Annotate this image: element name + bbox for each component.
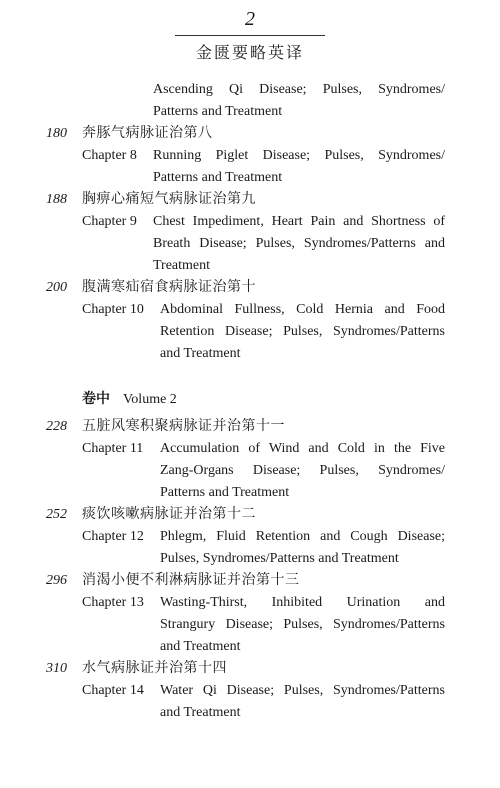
toc-chinese-title[interactable]: 奔豚气病脉证治第八	[82, 126, 213, 141]
toc-chapter-label[interactable]: Chapter 14	[82, 683, 144, 698]
toc-chapter-label[interactable]: Chapter 10	[82, 302, 144, 317]
toc-english-title-line[interactable]: Patterns and Treatment	[153, 170, 283, 185]
volume-heading-chinese: 卷中	[82, 392, 110, 407]
toc-english-title-line[interactable]: and Treatment	[160, 346, 241, 361]
toc-english-title-line[interactable]: and Treatment	[160, 705, 241, 720]
toc-english-title-line[interactable]: Breath Disease; Pulses, Syndromes/Patterns and	[153, 236, 445, 251]
toc-english-title-line[interactable]: Accumulation of Wind and Cold in the Five	[160, 441, 445, 456]
toc-chapter-label[interactable]: Chapter 11	[82, 441, 144, 456]
running-title: 金匮要略英译	[195, 45, 304, 62]
toc-page-number[interactable]: 252	[46, 507, 67, 522]
toc-english-title-line[interactable]: Retention Disease; Pulses, Syndromes/Patterns	[160, 324, 445, 339]
toc-chapter-label[interactable]: Chapter 9	[82, 214, 137, 229]
page-number: 2	[245, 8, 255, 30]
toc-page-number[interactable]: 296	[46, 573, 67, 588]
toc-page-number[interactable]: 188	[46, 192, 67, 207]
toc-chinese-title[interactable]: 水气病脉证并治第十四	[82, 661, 227, 676]
toc-chinese-title[interactable]: 痰饮咳嗽病脉证并治第十二	[82, 507, 256, 522]
toc-english-title-line[interactable]: Chest Impediment, Heart Pain and Shortness of	[153, 214, 445, 229]
toc-english-title-line[interactable]: Patterns and Treatment	[160, 485, 290, 500]
toc-chapter-label[interactable]: Chapter 12	[82, 529, 144, 544]
toc-english-title-line[interactable]: Wasting-Thirst, Inhibited Urination and	[160, 595, 445, 610]
volume-heading-english: Volume 2	[123, 392, 177, 407]
continued-title-line: Ascending Qi Disease; Pulses, Syndromes/	[153, 82, 445, 97]
toc-english-title-line[interactable]: Running Piglet Disease; Pulses, Syndromes/	[153, 148, 445, 163]
toc-chinese-title[interactable]: 五脏风寒积聚病脉证并治第十一	[82, 419, 285, 434]
toc-english-title-line[interactable]: Zang-Organs Disease; Pulses, Syndromes/	[160, 463, 445, 478]
continued-title-line: Patterns and Treatment	[153, 104, 283, 119]
toc-chapter-label[interactable]: Chapter 8	[82, 148, 137, 163]
toc-page-number[interactable]: 228	[46, 419, 67, 434]
toc-chinese-title[interactable]: 腹满寒疝宿食病脉证治第十	[82, 280, 256, 295]
toc-english-title-line[interactable]: Strangury Disease; Pulses, Syndromes/Patterns	[160, 617, 445, 632]
toc-english-title-line[interactable]: Pulses, Syndromes/Patterns and Treatment	[160, 551, 399, 566]
toc-page-number[interactable]: 200	[46, 280, 67, 295]
toc-english-title-line[interactable]: Phlegm, Fluid Retention and Cough Disease;	[160, 529, 445, 544]
toc-english-title-line[interactable]: Water Qi Disease; Pulses, Syndromes/Patterns	[160, 683, 445, 698]
toc-english-title-line[interactable]: and Treatment	[160, 639, 241, 654]
toc-page-number[interactable]: 310	[46, 661, 67, 676]
toc-chapter-label[interactable]: Chapter 13	[82, 595, 144, 610]
toc-page-number[interactable]: 180	[46, 126, 67, 141]
toc-chinese-title[interactable]: 消渴小便不利淋病脉证并治第十三	[82, 573, 300, 588]
toc-english-title-line[interactable]: Abdominal Fullness, Cold Hernia and Food	[160, 302, 445, 317]
header-rule	[175, 35, 325, 36]
toc-chinese-title[interactable]: 胸痹心痛短气病脉证治第九	[82, 192, 256, 207]
toc-english-title-line[interactable]: Treatment	[153, 258, 211, 273]
